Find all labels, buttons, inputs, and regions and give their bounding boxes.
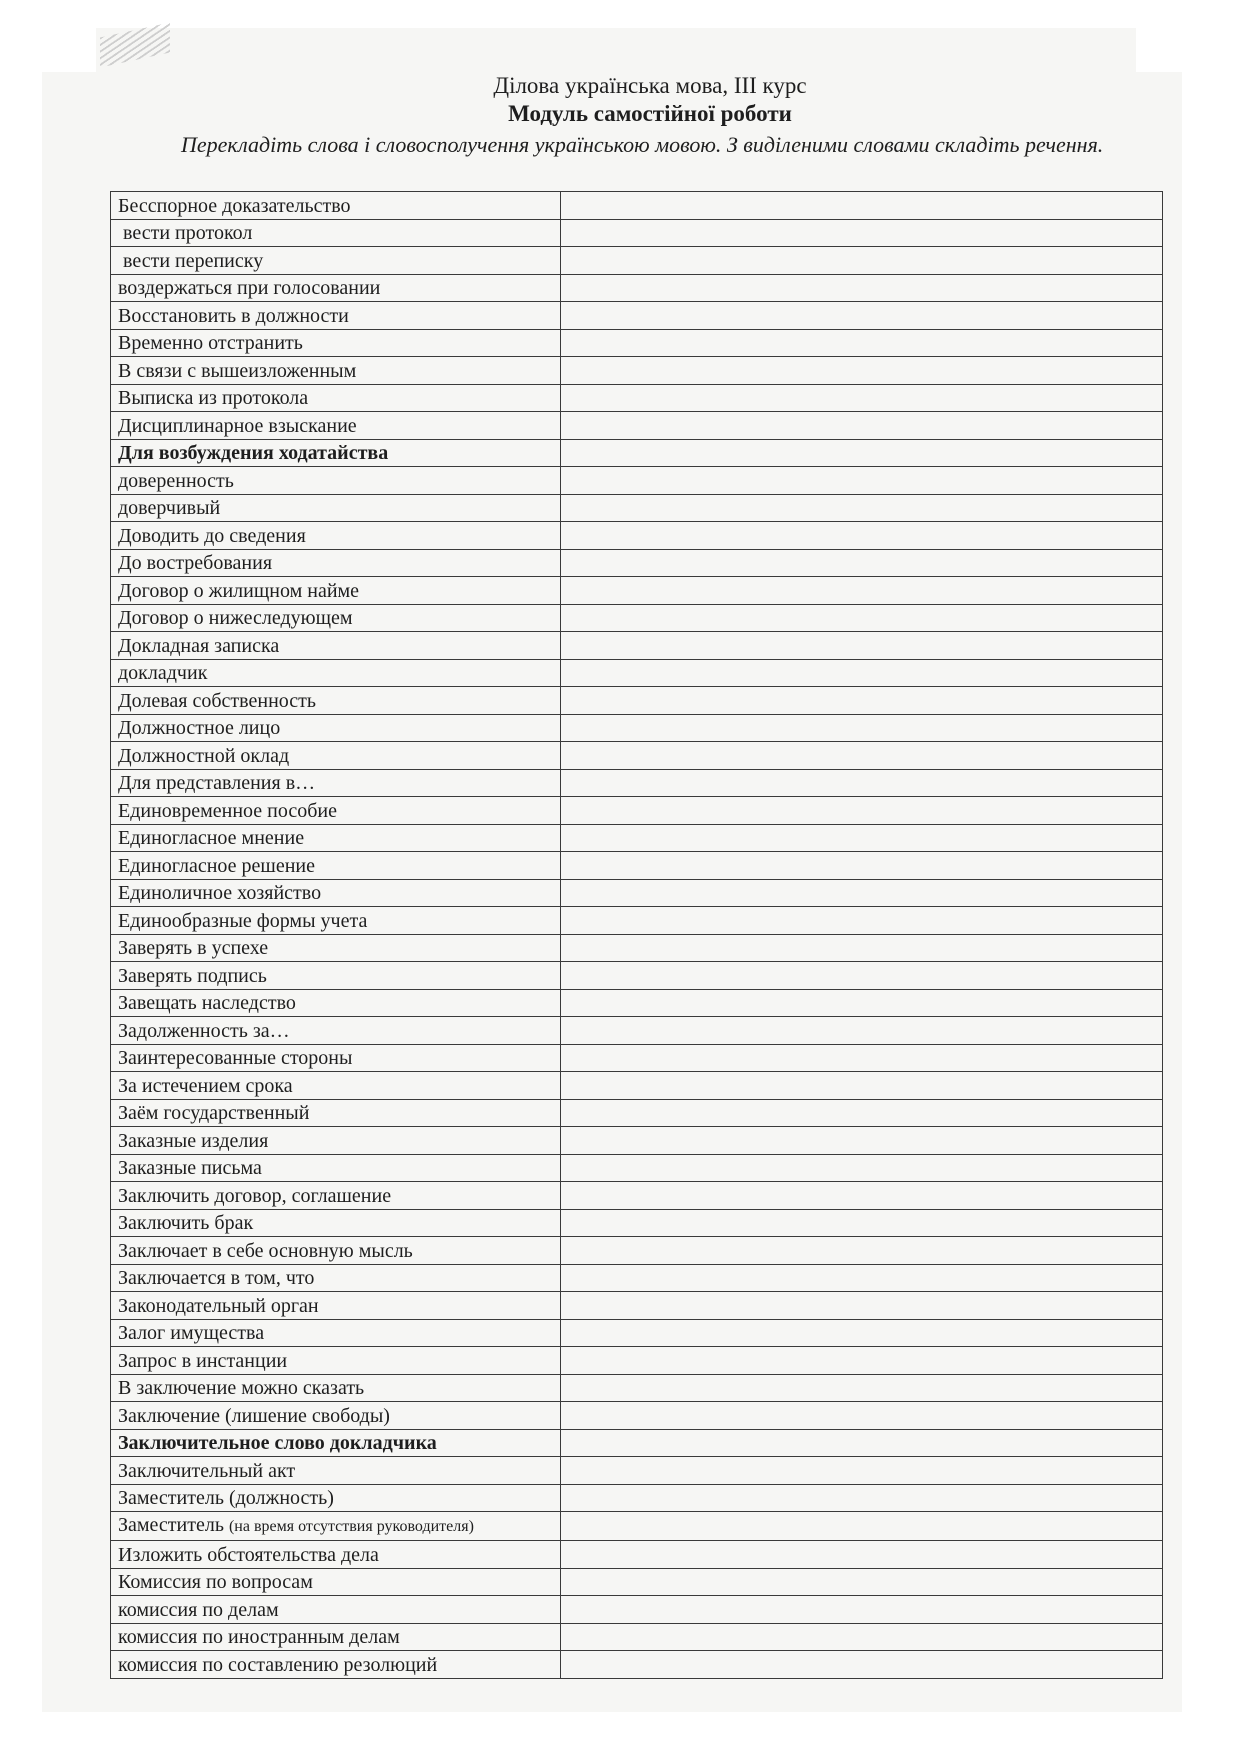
ukrainian-translation-cell[interactable] bbox=[561, 769, 1163, 797]
table-row bbox=[111, 824, 1163, 852]
russian-term-cell bbox=[111, 1541, 561, 1569]
russian-term-cell bbox=[111, 714, 561, 742]
ukrainian-translation-cell[interactable] bbox=[561, 934, 1163, 962]
russian-term: Единоличное хозяйство bbox=[118, 882, 322, 904]
ukrainian-translation-cell[interactable] bbox=[561, 1072, 1163, 1100]
table-row bbox=[111, 1017, 1163, 1045]
ukrainian-translation-cell[interactable] bbox=[561, 879, 1163, 907]
russian-term-cell bbox=[111, 219, 561, 247]
translation-table bbox=[110, 191, 1163, 1679]
russian-term-cell bbox=[111, 1512, 561, 1541]
table-row bbox=[111, 1651, 1163, 1679]
russian-term: Временно отстранить bbox=[118, 332, 303, 354]
russian-term: В заключение можно сказать bbox=[118, 1377, 365, 1399]
table-row bbox=[111, 1237, 1163, 1265]
russian-term: Законодательный орган bbox=[118, 1294, 319, 1317]
russian-term-cell bbox=[111, 412, 561, 440]
russian-term: Единовременное пособие bbox=[118, 799, 338, 822]
ukrainian-translation-cell[interactable] bbox=[561, 192, 1163, 220]
russian-term: Заключается в том, что bbox=[118, 1267, 315, 1289]
table-row bbox=[111, 1072, 1163, 1100]
russian-term-cell bbox=[111, 384, 561, 412]
table-row bbox=[111, 1099, 1163, 1127]
russian-term-cell bbox=[111, 302, 561, 330]
ukrainian-translation-cell[interactable] bbox=[561, 1623, 1163, 1651]
ukrainian-translation-cell[interactable] bbox=[561, 1402, 1163, 1430]
russian-term: вести переписку bbox=[118, 249, 264, 272]
russian-term: Должностное лицо bbox=[118, 717, 281, 739]
russian-term: До востребования bbox=[118, 552, 273, 574]
russian-term: Восстановить в должности bbox=[118, 304, 349, 327]
course-title: Ділова українська мова, ІІІ курс bbox=[493, 73, 807, 98]
ukrainian-translation-cell[interactable] bbox=[561, 852, 1163, 880]
russian-term-cell bbox=[111, 1457, 561, 1485]
table-row bbox=[111, 1209, 1163, 1237]
russian-term-cell bbox=[111, 907, 561, 935]
ukrainian-translation-cell[interactable] bbox=[561, 1237, 1163, 1265]
russian-term-cell bbox=[111, 1182, 561, 1210]
table-row bbox=[111, 687, 1163, 715]
ukrainian-translation-cell[interactable] bbox=[561, 522, 1163, 550]
russian-term-cell bbox=[111, 934, 561, 962]
russian-term-cell bbox=[111, 1154, 561, 1182]
ukrainian-translation-cell[interactable] bbox=[561, 1596, 1163, 1624]
translation-table-body bbox=[111, 192, 1163, 1679]
ukrainian-translation-cell[interactable] bbox=[561, 714, 1163, 742]
russian-term-cell bbox=[111, 247, 561, 275]
ukrainian-translation-cell[interactable] bbox=[561, 989, 1163, 1017]
task-instructions: Перекладіть слова і словосполучення українською мовою. З виділеними словами складіть речення. bbox=[181, 132, 1104, 157]
russian-term: Заключительный акт bbox=[118, 1459, 296, 1482]
russian-term: Должностной оклад bbox=[118, 744, 290, 767]
table-row bbox=[111, 1154, 1163, 1182]
page-header bbox=[0, 72, 1240, 128]
ukrainian-translation-cell[interactable] bbox=[561, 439, 1163, 467]
table-row bbox=[111, 412, 1163, 440]
table-row bbox=[111, 742, 1163, 770]
russian-term: комиссия по делам bbox=[118, 1598, 279, 1621]
russian-term: Завещать наследство bbox=[118, 992, 296, 1014]
russian-term-cell bbox=[111, 494, 561, 522]
ukrainian-translation-cell[interactable] bbox=[561, 1154, 1163, 1182]
russian-term-cell bbox=[111, 467, 561, 495]
ukrainian-translation-cell[interactable] bbox=[561, 247, 1163, 275]
russian-term-cell bbox=[111, 962, 561, 990]
russian-term: вести протокол bbox=[118, 222, 253, 244]
ukrainian-translation-cell[interactable] bbox=[561, 1568, 1163, 1596]
russian-term: Задолженность за… bbox=[118, 1019, 290, 1042]
table-row bbox=[111, 604, 1163, 632]
table-row bbox=[111, 1541, 1163, 1569]
table-row bbox=[111, 1044, 1163, 1072]
russian-term: Для представления в… bbox=[118, 772, 316, 794]
ukrainian-translation-cell[interactable] bbox=[561, 1017, 1163, 1045]
russian-term-cell bbox=[111, 742, 561, 770]
ukrainian-translation-cell[interactable] bbox=[561, 302, 1163, 330]
ukrainian-translation-cell[interactable] bbox=[561, 1512, 1163, 1541]
russian-term: Изложить обстоятельства дела bbox=[118, 1543, 379, 1566]
table-row bbox=[111, 962, 1163, 990]
table-row bbox=[111, 357, 1163, 385]
russian-term-cell bbox=[111, 1429, 561, 1457]
russian-term: Заключает в себе основную мысль bbox=[118, 1239, 413, 1262]
russian-term: Для возбуждения ходатайства bbox=[118, 442, 389, 464]
russian-term-note: (на время отсутствия руководителя) bbox=[228, 1518, 474, 1535]
table-row bbox=[111, 439, 1163, 467]
russian-term: Договор о жилищном найме bbox=[118, 579, 360, 602]
ukrainian-translation-cell[interactable] bbox=[561, 412, 1163, 440]
russian-term: Залог имущества bbox=[118, 1322, 265, 1344]
ukrainian-translation-cell[interactable] bbox=[561, 1374, 1163, 1402]
russian-term: комиссия по составлению резолюций bbox=[118, 1653, 438, 1676]
russian-term-cell bbox=[111, 824, 561, 852]
table-row bbox=[111, 934, 1163, 962]
russian-term-cell bbox=[111, 1292, 561, 1320]
russian-term: Дисциплинарное взыскание bbox=[118, 414, 357, 437]
table-row bbox=[111, 1596, 1163, 1624]
russian-term: Заместитель bbox=[118, 1514, 229, 1536]
table-row bbox=[111, 522, 1163, 550]
table-row bbox=[111, 302, 1163, 330]
table-row bbox=[111, 1292, 1163, 1320]
russian-term: доверчивый bbox=[118, 497, 221, 519]
russian-term: Заключительное слово докладчика bbox=[118, 1432, 437, 1454]
russian-term: Заключение (лишение свободы) bbox=[118, 1404, 390, 1427]
russian-term-cell bbox=[111, 549, 561, 577]
russian-term-cell bbox=[111, 1402, 561, 1430]
russian-term: За истечением срока bbox=[118, 1074, 293, 1097]
russian-term: Заверять подпись bbox=[118, 964, 267, 987]
ukrainian-translation-cell[interactable] bbox=[561, 797, 1163, 825]
ukrainian-translation-cell[interactable] bbox=[561, 824, 1163, 852]
ukrainian-translation-cell[interactable] bbox=[561, 742, 1163, 770]
table-row bbox=[111, 879, 1163, 907]
russian-term-cell bbox=[111, 1044, 561, 1072]
russian-term-cell bbox=[111, 604, 561, 632]
table-row bbox=[111, 989, 1163, 1017]
russian-term: комиссия по иностранным делам bbox=[118, 1626, 400, 1648]
table-row bbox=[111, 1182, 1163, 1210]
table-row bbox=[111, 714, 1163, 742]
ukrainian-translation-cell[interactable] bbox=[561, 1209, 1163, 1237]
russian-term: Заключить брак bbox=[118, 1212, 254, 1234]
ukrainian-translation-cell[interactable] bbox=[561, 577, 1163, 605]
ukrainian-translation-cell[interactable] bbox=[561, 384, 1163, 412]
russian-term-cell bbox=[111, 1347, 561, 1375]
table-row bbox=[111, 1484, 1163, 1512]
table-row bbox=[111, 769, 1163, 797]
ukrainian-translation-cell[interactable] bbox=[561, 1457, 1163, 1485]
ukrainian-translation-cell[interactable] bbox=[561, 1044, 1163, 1072]
russian-term: Докладная записка bbox=[118, 634, 280, 657]
ukrainian-translation-cell[interactable] bbox=[561, 274, 1163, 302]
russian-term-cell bbox=[111, 632, 561, 660]
russian-term-cell bbox=[111, 1651, 561, 1679]
russian-term-cell bbox=[111, 1623, 561, 1651]
russian-term: Заключить договор, соглашение bbox=[118, 1184, 392, 1207]
russian-term-cell bbox=[111, 852, 561, 880]
ukrainian-translation-cell[interactable] bbox=[561, 962, 1163, 990]
russian-term: Договор о нижеследующем bbox=[118, 607, 353, 629]
table-row bbox=[111, 1127, 1163, 1155]
russian-term-cell bbox=[111, 659, 561, 687]
russian-term: Заинтересованные стороны bbox=[118, 1047, 353, 1069]
table-row bbox=[111, 907, 1163, 935]
table-row bbox=[111, 1264, 1163, 1292]
ukrainian-translation-cell[interactable] bbox=[561, 687, 1163, 715]
russian-term-cell bbox=[111, 1319, 561, 1347]
russian-term-cell bbox=[111, 797, 561, 825]
table-row bbox=[111, 1429, 1163, 1457]
russian-term: Долевая собственность bbox=[118, 689, 317, 712]
ukrainian-translation-cell[interactable] bbox=[561, 1484, 1163, 1512]
russian-term: Заём государственный bbox=[118, 1102, 310, 1124]
table-row bbox=[111, 1402, 1163, 1430]
russian-term-cell bbox=[111, 1237, 561, 1265]
russian-term: В связи с вышеизложенным bbox=[118, 359, 357, 382]
table-row bbox=[111, 494, 1163, 522]
russian-term-cell bbox=[111, 1374, 561, 1402]
ukrainian-translation-cell[interactable] bbox=[561, 494, 1163, 522]
russian-term-cell bbox=[111, 357, 561, 385]
russian-term: Единогласное мнение bbox=[118, 827, 305, 849]
russian-term: Доводить до сведения bbox=[118, 524, 306, 547]
ukrainian-translation-cell[interactable] bbox=[561, 632, 1163, 660]
ukrainian-translation-cell[interactable] bbox=[561, 357, 1163, 385]
russian-term: Единообразные формы учета bbox=[118, 909, 368, 932]
ukrainian-translation-cell[interactable] bbox=[561, 1292, 1163, 1320]
russian-term: воздержаться при голосовании bbox=[118, 277, 381, 299]
russian-term-cell bbox=[111, 1484, 561, 1512]
ukrainian-translation-cell[interactable] bbox=[561, 604, 1163, 632]
module-title: Модуль самостійної роботи bbox=[508, 101, 792, 126]
table-row bbox=[111, 219, 1163, 247]
ukrainian-translation-cell[interactable] bbox=[561, 659, 1163, 687]
table-row bbox=[111, 1623, 1163, 1651]
ukrainian-translation-cell[interactable] bbox=[561, 1651, 1163, 1679]
russian-term-cell bbox=[111, 439, 561, 467]
russian-term-cell bbox=[111, 879, 561, 907]
ukrainian-translation-cell[interactable] bbox=[561, 467, 1163, 495]
russian-term-cell bbox=[111, 989, 561, 1017]
table-row bbox=[111, 1457, 1163, 1485]
table-row bbox=[111, 467, 1163, 495]
ukrainian-translation-cell[interactable] bbox=[561, 219, 1163, 247]
russian-term-cell bbox=[111, 329, 561, 357]
table-row bbox=[111, 1374, 1163, 1402]
ukrainian-translation-cell[interactable] bbox=[561, 907, 1163, 935]
table-row bbox=[111, 659, 1163, 687]
russian-term-cell bbox=[111, 522, 561, 550]
russian-term: Заместитель (должность) bbox=[118, 1487, 334, 1509]
russian-term-cell bbox=[111, 1209, 561, 1237]
russian-term-cell bbox=[111, 1072, 561, 1100]
russian-term-cell bbox=[111, 1568, 561, 1596]
table-row bbox=[111, 1347, 1163, 1375]
russian-term-cell bbox=[111, 769, 561, 797]
russian-term-cell bbox=[111, 1264, 561, 1292]
table-row bbox=[111, 1568, 1163, 1596]
ukrainian-translation-cell[interactable] bbox=[561, 1429, 1163, 1457]
ukrainian-translation-cell[interactable] bbox=[561, 1099, 1163, 1127]
table-row bbox=[111, 329, 1163, 357]
table-row bbox=[111, 632, 1163, 660]
russian-term-cell bbox=[111, 192, 561, 220]
table-row bbox=[111, 247, 1163, 275]
russian-term-cell bbox=[111, 1017, 561, 1045]
russian-term-cell bbox=[111, 577, 561, 605]
russian-term-cell bbox=[111, 274, 561, 302]
russian-term: Запрос в инстанции bbox=[118, 1349, 288, 1372]
russian-term-cell bbox=[111, 687, 561, 715]
ukrainian-translation-cell[interactable] bbox=[561, 1319, 1163, 1347]
ukrainian-translation-cell[interactable] bbox=[561, 1264, 1163, 1292]
table-row bbox=[111, 852, 1163, 880]
russian-term-cell bbox=[111, 1596, 561, 1624]
russian-term-cell bbox=[111, 1099, 561, 1127]
ukrainian-translation-cell[interactable] bbox=[561, 549, 1163, 577]
russian-term: Заказные письма bbox=[118, 1157, 262, 1179]
table-row bbox=[111, 797, 1163, 825]
table-row bbox=[111, 384, 1163, 412]
table-row bbox=[111, 1512, 1163, 1541]
table-row bbox=[111, 274, 1163, 302]
russian-term: Комиссия по вопросам bbox=[118, 1571, 313, 1593]
russian-term: доверенность bbox=[118, 469, 234, 492]
ukrainian-translation-cell[interactable] bbox=[561, 1127, 1163, 1155]
table-row bbox=[111, 577, 1163, 605]
russian-term: Заказные изделия bbox=[118, 1129, 269, 1152]
table-row bbox=[111, 1319, 1163, 1347]
ukrainian-translation-cell[interactable] bbox=[561, 1182, 1163, 1210]
russian-term: Единогласное решение bbox=[118, 854, 315, 877]
russian-term: Выписка из протокола bbox=[118, 387, 309, 409]
table-row bbox=[111, 549, 1163, 577]
russian-term: Заверять в успехе bbox=[118, 937, 269, 959]
russian-term: Бесспорное доказательство bbox=[118, 194, 351, 217]
table-row bbox=[111, 192, 1163, 220]
russian-term: докладчик bbox=[118, 662, 208, 684]
russian-term-cell bbox=[111, 1127, 561, 1155]
ukrainian-translation-cell[interactable] bbox=[561, 1541, 1163, 1569]
ukrainian-translation-cell[interactable] bbox=[561, 1347, 1163, 1375]
ukrainian-translation-cell[interactable] bbox=[561, 329, 1163, 357]
